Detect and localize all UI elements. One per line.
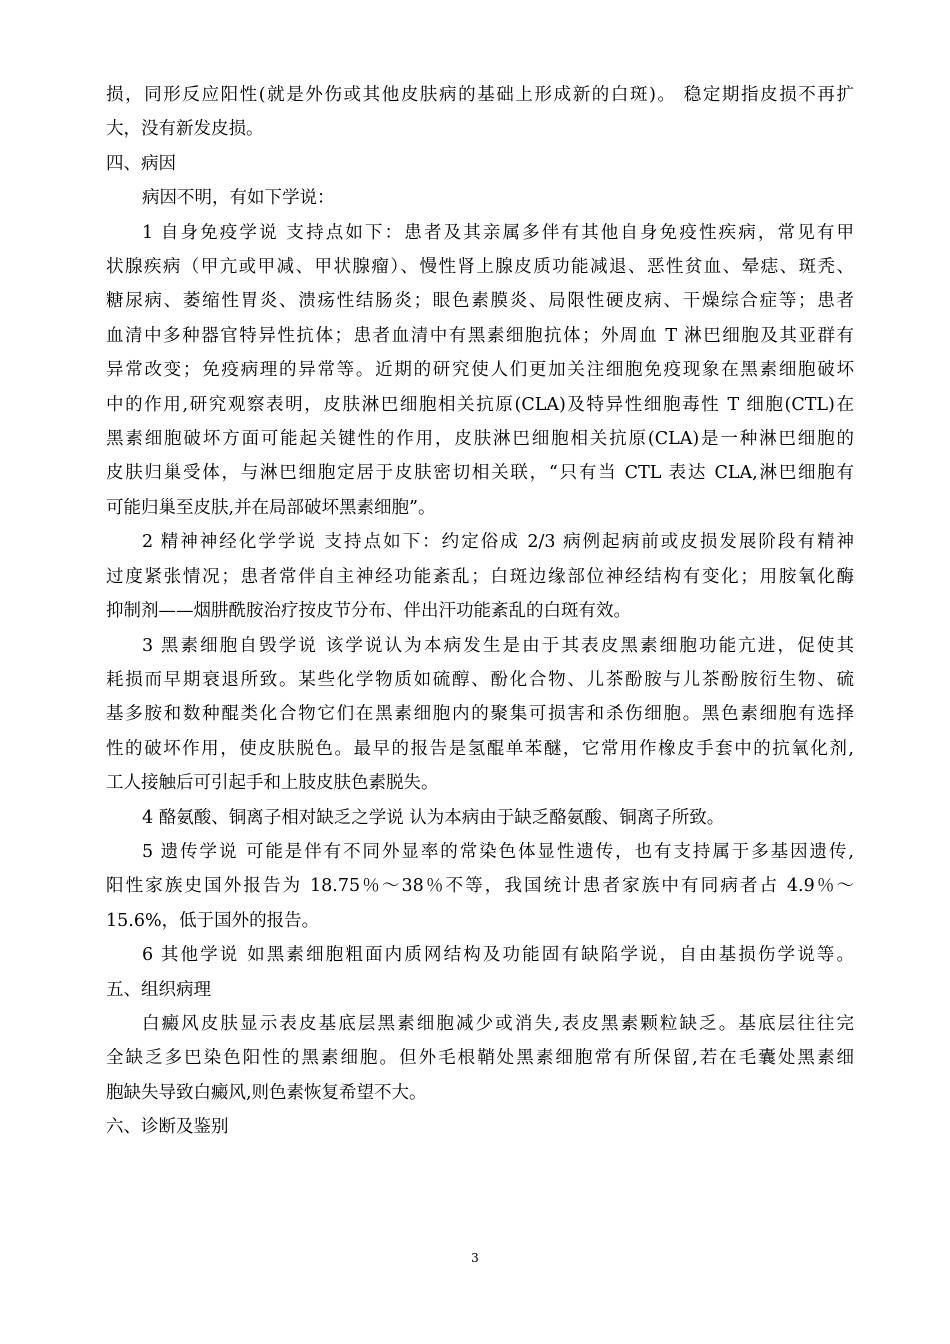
text-line: 血清中多种器官特异性抗体；患者血清中有黑素细胞抗体；外周血 T 淋巴细胞及其亚群有 (106, 325, 854, 346)
text-line: 损，同形反应阳性(就是外伤或其他皮肤病的基础上形成新的白斑)。 稳定期指皮损不再扩 (106, 85, 854, 105)
text-line: 全缺乏多巴染色阳性的黑素细胞。但外毛根鞘处黑素细胞常有所保留,若在毛囊处黑素细 (106, 1048, 854, 1069)
text-line: 糖尿病、萎缩性胃炎、溃疡性结肠炎；眼色素膜炎、局限性硬皮病、干燥综合症等；患者 (106, 291, 854, 312)
text-line: 异常改变；免疫病理的异常等。近期的研究使人们更加关注细胞免疫现象在黑素细胞破坏 (106, 360, 854, 381)
text-line: 工人接触后可引起手和上肢皮肤色素脱失。 (106, 773, 439, 794)
text-line: 皮肤归巢受体，与淋巴细胞定居于皮肤密切相关联，“只有当 CTL 表达 CLA,淋巴细胞有 (106, 463, 854, 484)
text-line: 大，没有新发皮损。 (106, 119, 264, 140)
text-line: 2 精神神经化学学说 支持点如下：约定俗成 2/3 病例起病前或皮损发展阶段有精神 (142, 532, 854, 553)
text-line: 白癜风皮肤显示表皮基底层黑素细胞减少或消失,表皮黑素颗粒缺乏。基底层往往完 (142, 1013, 854, 1034)
document-page (106, 78, 854, 1145)
text-line: 3 黑素细胞自毁学说 该学说认为本病发生是由于其表皮黑素细胞功能亢进，促使其 (142, 635, 854, 656)
text-line: 4 酪氨酸、铜离子相对缺乏之学说 认为本病由于缺乏酪氨酸、铜离子所致。 (142, 807, 725, 828)
text-line: 抑制剂——烟肼酰胺治疗按皮节分布、伴出汗功能紊乱的白斑有效。 (106, 601, 631, 622)
text-line: 中的作用,研究观察表明，皮肤淋巴细胞相关抗原(CLA)及特异性细胞毒性 T 细胞(CTL)在 (106, 394, 854, 415)
text-line: 基多胺和数种醌类化合物它们在黑素细胞内的聚集可损害和杀伤细胞。黑色素细胞有选择 (106, 704, 854, 725)
text-line: 性的破坏作用，使皮肤脱色。最早的报告是氢醌单苯醚，它常用作橡皮手套中的抗氧化剂, (106, 738, 854, 759)
text-line: 胞缺失导致白癜风,则色素恢复希望不大。 (106, 1082, 427, 1103)
text-line: 可能归巢至皮肤,并在局部破坏黑素细胞”。 (106, 497, 436, 518)
text-line: 过度紧张情况；患者常伴自主神经功能紊乱；白斑边缘部位神经结构有变化；用胺氧化酶 (106, 566, 854, 587)
text-line: 阳性家族史国外报告为 18.75％～38％不等，我国统计患者家族中有同病者占 4.9％～ (106, 876, 854, 897)
text-line: 5 遗传学说 可能是伴有不同外显率的常染色体显性遗传，也有支持属于多基因遗传, (142, 841, 854, 862)
text-line: 状腺疾病（甲亢或甲减、甲状腺瘤）、慢性肾上腺皮质功能减退、恶性贫血、晕痣、斑秃、 (106, 257, 854, 278)
text-line: 六、诊断及鉴别 (106, 1117, 229, 1138)
text-line: 病因不明，有如下学说： (142, 188, 335, 209)
text-line: 五、组织病理 (106, 979, 211, 1000)
text-line: 1 自身免疫学说 支持点如下：患者及其亲属多伴有其他自身免疫性疾病，常见有甲 (142, 222, 854, 243)
text-line: 耗损而早期衰退所致。某些化学物质如硫醇、酚化合物、儿茶酚胺与儿茶酚胺衍生物、硫 (106, 669, 854, 690)
text-line: 四、病因 (106, 153, 176, 174)
page-number: 3 (471, 1251, 479, 1265)
text-line: 黑素细胞破坏方面可能起关键性的作用，皮肤淋巴细胞相关抗原(CLA)是一种淋巴细胞的 (106, 429, 854, 450)
text-line: 15.6%，低于国外的报告。 (106, 910, 320, 931)
text-line: 6 其他学说 如黑素细胞粗面内质网结构及功能固有缺陷学说，自由基损伤学说等。 (142, 945, 854, 966)
